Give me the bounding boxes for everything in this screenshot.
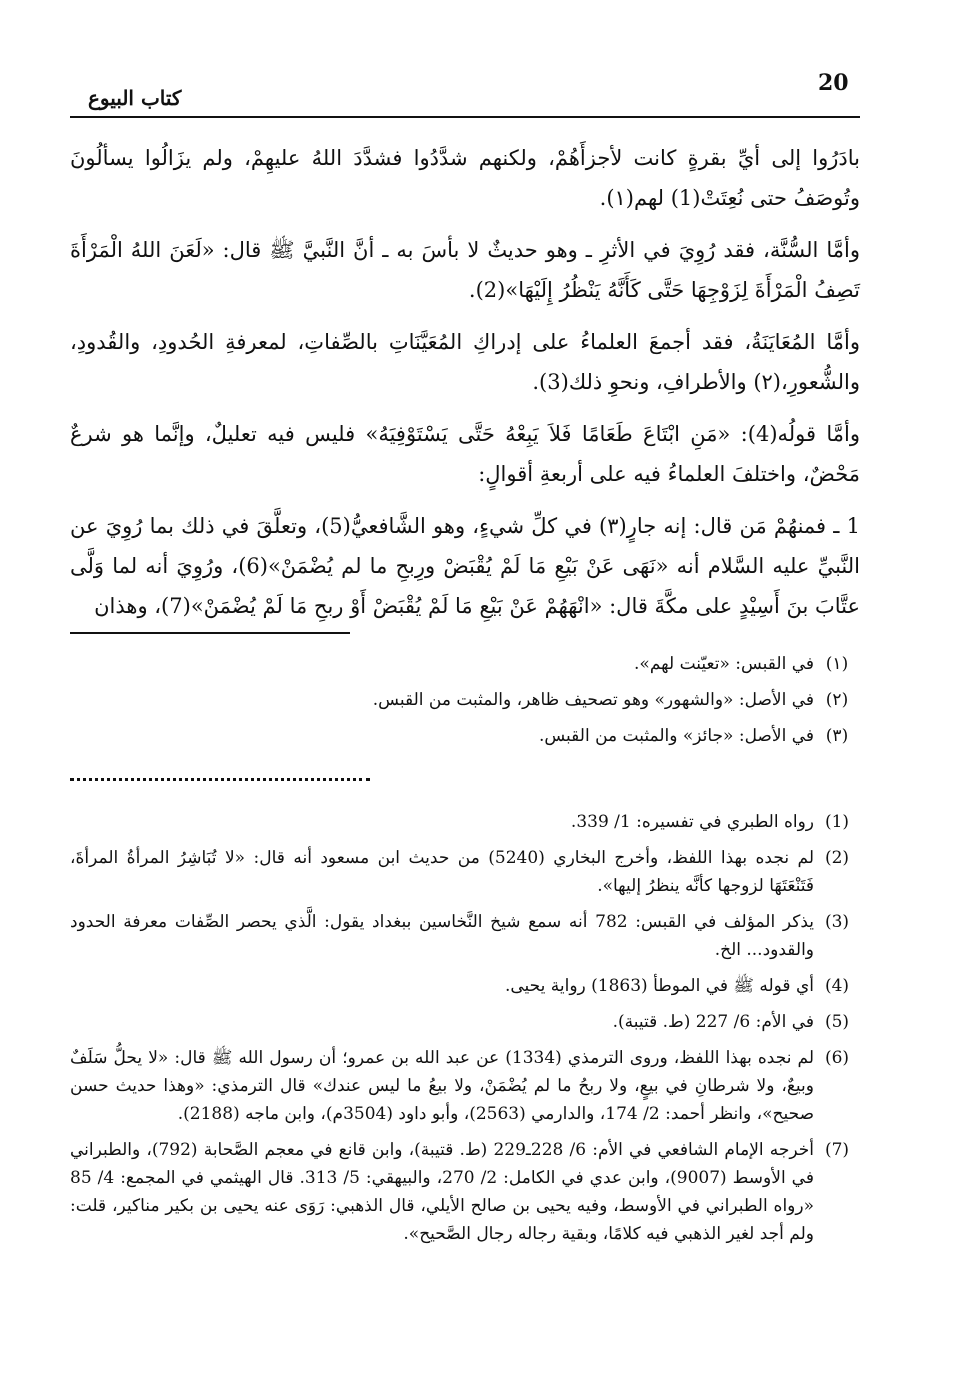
footnote-text: في القبس: «تعيّنت لهم». [634, 654, 814, 674]
footnote [70, 972, 860, 1000]
footnote [70, 722, 860, 750]
footnote-number: (3) [824, 912, 850, 932]
reference-notes [70, 808, 860, 1256]
footnote-text: يذكر المؤلف في القبس: 782 أنه سمع شيخ النَّخاسين ببغداد يقول: الَّذي يحصر الصِّفات معرفة الحدود والقدود... الخ. [70, 912, 814, 960]
paragraph: وأمَّا المُعَايَنَةُ، فقد أجمعَ العلماءُ على إدراكِ المُعَيَّنَاتِ بالصِّفاتِ، لمعرفةِ الحُدودِ، والقُدودِ، والشُّعورِ،(٢) والأطرافِ، ونحوِ ذلك(3). [70, 330, 860, 394]
footnote-separator [70, 632, 350, 634]
footnote [70, 1136, 860, 1248]
editor-notes [70, 650, 860, 758]
page-header [70, 60, 860, 110]
footnote-text: أخرجه الإمام الشافعي في الأم: 6/ 228ـ229 (ط. قتيبة)، وابن قانع في معجم الصَّحابة (792)، والطبراني في الأوسط (9007)، وابن عدي في الكامل: 2/ 270، والبيهقي: 5/ 313. قال الهيثمي في المجمع: 4/ 85 «رواه الطبراني في الأوسط، وفيه يحيى بن صالح الأيلي، قال الذهبي: رَوَى عنه يحيى بن بكير مناكير، قلت: ولم أجد لغير الذهبي فيه كلامًا، وبقية رجاله رجال الصَّحيح». [70, 1140, 814, 1244]
footnote-text: رواه الطبري في تفسيره: 1/ 339. [570, 812, 814, 832]
footnote [70, 844, 860, 900]
page [70, 60, 860, 1244]
footnote-number: (7) [824, 1140, 850, 1160]
footnote-text: أي قوله ﷺ في الموطأ (1863) رواية يحيى. [504, 976, 814, 996]
footnote [70, 1008, 860, 1036]
footnote [70, 908, 860, 964]
page-number: 20 [818, 70, 849, 96]
paragraph: بادَرُوا إلى أيِّ بقرةٍ كانت لأجزأَهُمْ، ولكنهم شدَّدُوا فشدَّدَ اللهُ عليهِمْ، ولم يزَالُوا يسألُونَ وتُوصَفُ حتى نُعِتَتْ(1) لهم(١). [70, 146, 860, 210]
paragraph: 1 ـ فمنهُمْ مَن قال: إنه جارٍ(٣) في كلِّ شيءٍ، وهو الشَّافعيُّ(5)، وتعلَّقَ في ذلك بما رُوِيَ عن النَّبيِّ عليه السَّلام أنه «نَهَى عَنْ بَيْعِ مَا لَمْ يُقْبَضْ ورِبحِ ما لم يُضْمَنْ»(6)، ورُوِيَ أنه لما وَلَّى عتَّابَ بنَ أَسِيْدٍ على مكَّةَ قال: «انْهَهُمْ عَنْ بَيْعِ مَا لَمْ يُقْبَضْ أَوْ ربحِ مَا لَمْ يُضْمَنْ»(7)، وهذان [70, 514, 860, 618]
footnote-text: في الأصل: «والشهور» وهو تصحيف ظاهر، والمثبت من القبس. [372, 690, 814, 710]
footnote-number: (5) [824, 1012, 850, 1032]
footnote [70, 650, 860, 678]
header-rule [70, 116, 860, 118]
paragraph: وأمَّا السُّنَّة، فقد رُوِيَ في الأثرِ ـ وهو حديثٌ لا بأسَ به ـ أنَّ النَّبيَّ ﷺ قال: «لَعَنَ اللهُ الْمَرْأَةَ تَصِفُ الْمَرْأَةَ لِزَوْجِهَا حَتَّى كَأَنَّهُ يَنْظُرُ إِلَيْهَا»(2). [70, 238, 860, 302]
footnote-number: (6) [824, 1048, 850, 1068]
footnote [70, 808, 860, 836]
footnote-number: (4) [824, 976, 850, 996]
running-title: كتاب البيوع [88, 86, 182, 110]
footnote-number: (1) [824, 812, 850, 832]
footnote [70, 1044, 860, 1128]
footnote [70, 686, 860, 714]
main-text [70, 138, 860, 638]
footnote-number: (١) [825, 654, 849, 674]
footnote-text: لم نجده بهذا اللفظ، وأخرج البخاري (5240) من حديث ابن مسعود أنه قال: «لا تُبَاشِرُ المرأةُ المرأةَ، فَتَنْعَتَهَا لزوجها كأنَّه ينظرُ إليها». [70, 848, 814, 896]
footnote-number: (٣) [825, 726, 849, 746]
footnote-text: لم نجده بهذا اللفظ، وروى الترمذي (1334) عن عبد الله بن عمرو؛ أن رسول الله ﷺ قال: «لا يحلُّ سَلَفٌ وبيعٌ، ولا شرطانِ في بيعٍ، ولا ربحُ ما لم يُضْمَنْ، ولا بيعُ ما ليس عندك» قال الترمذي: «وهذا حديث حسن صحيح»، وانظر أحمد: 2/ 174، والدارمي (2563)، وأبو داود (3504م)، وابن ماجه (2188). [70, 1048, 815, 1124]
footnote-text: في الأصل: «جائز» والمثبت من القبس. [538, 726, 814, 746]
dotted-separator [70, 778, 370, 781]
footnote-text: في الأم: 6/ 227 (ط. قتيبة). [612, 1012, 814, 1032]
footnote-number: (2) [824, 848, 850, 868]
paragraph: وأمَّا قولُه(4): «مَنِ ابْتَاعَ طَعَامًا فَلاَ يَبِعْهُ حَتَّى يَسْتَوْفِيَهُ» فليس فيه تعليلٌ، وإنَّما هو شرعٌ مَحْضٌ، واختلفَ العلماءُ فيه على أربعةِ أقوالٍ: [70, 422, 860, 486]
footnote-number: (٢) [825, 690, 849, 710]
